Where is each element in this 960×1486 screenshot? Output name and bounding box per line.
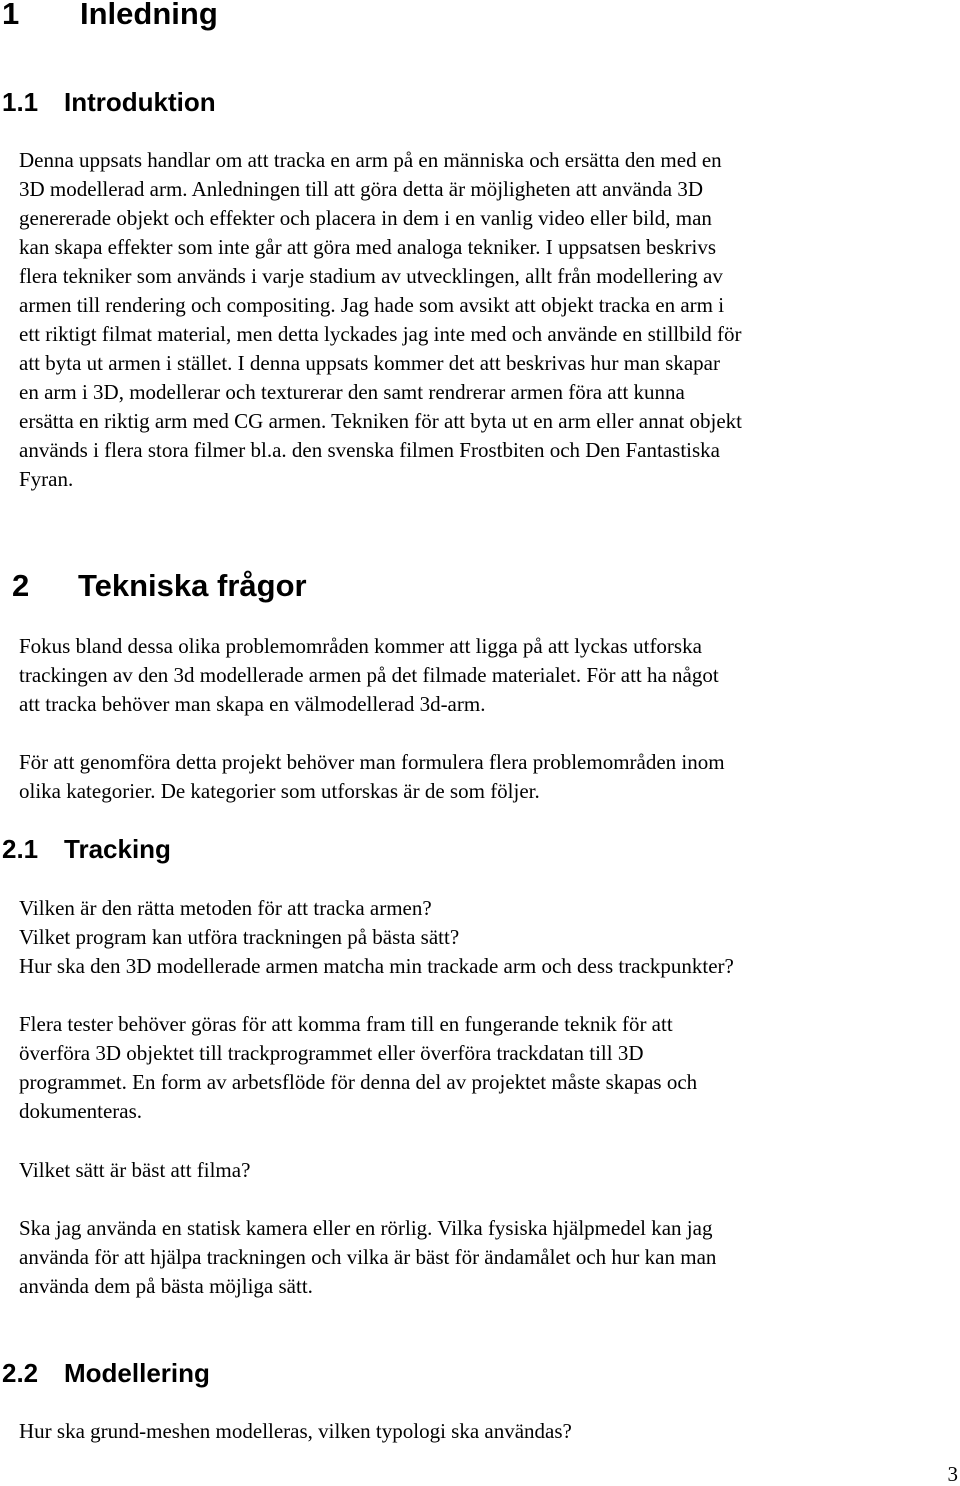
text-line: flera tekniker som används i varje stadium av utvecklingen, allt från modellering av [19,264,723,288]
text-line: Hur ska den 3D modellerade armen matcha min trackade arm och dess trackpunkter? [19,954,734,978]
text-line: att byta ut armen i stället. I denna uppsats kommer det att beskrivas hur man skapar [19,351,720,375]
filming-question [19,1156,899,1185]
subsection-title: Tracking [64,834,171,864]
focus-paragraph [19,632,899,719]
subsection-number: 2.1 [2,834,39,864]
subsection-title: Modellering [64,1358,210,1388]
text-line: ett riktigt filmat material, men detta lyckades jag inte med och använde en stillbild för [19,322,742,346]
text-line: använda dem på bästa möjliga sätt. [19,1274,313,1298]
text-line: genererade objekt och effekter och placera in dem i en vanlig video eller bild, man [19,206,712,230]
intro-paragraph [19,146,899,494]
camera-paragraph [19,1214,899,1301]
subsection-heading-2-2 [2,1360,210,1386]
text-line: Denna uppsats handlar om att tracka en arm på en människa och ersätta den med en [19,148,722,172]
tracking-tests-paragraph [19,1010,899,1126]
subsection-heading-2-1 [2,836,171,862]
text-line: överföra 3D objektet till trackprogrammet eller överföra trackdatan till 3D [19,1041,644,1065]
text-line: Vilket program kan utföra trackningen på bästa sätt? [19,925,460,949]
text-line: olika kategorier. De kategorier som utforskas är de som följer. [19,779,540,803]
subsection-number: 1.1 [2,87,39,117]
text-line: För att genomföra detta projekt behöver man formulera flera problemområden inom [19,750,725,774]
text-line: armen till rendering och compositing. Jag hade som avsikt att objekt tracka en arm i [19,293,725,317]
text-line: 3D modellerad arm. Anledningen till att göra detta är möjligheten att använda 3D [19,177,704,201]
section-title: Tekniska frågor [78,568,307,603]
section-number: 2 [12,568,30,603]
text-line: en arm i 3D, modellerar och texturerar den samt rendrerar armen föra att kunna [19,380,685,404]
text-line: Fyran. [19,467,74,491]
text-line: programmet. En form av arbetsflöde för denna del av projektet måste skapas och [19,1070,698,1094]
subsection-heading-1-1 [2,89,216,115]
section-heading-2 [12,570,307,601]
text-line: Vilket sätt är bäst att filma? [19,1158,251,1182]
text-line: att tracka behöver man skapa en välmodellerad 3d-arm. [19,692,486,716]
text-line: trackingen av den 3d modellerade armen på det filmade materialet. För att ha något [19,663,719,687]
categories-paragraph [19,748,899,806]
text-line: används i flera stora filmer bl.a. den svenska filmen Frostbiten och Den Fantastiska [19,438,720,462]
tracking-questions [19,894,899,981]
subsection-title: Introduktion [64,87,216,117]
subsection-number: 2.2 [2,1358,39,1388]
page-number: 3 [947,1462,958,1486]
text-line: Hur ska grund-meshen modelleras, vilken typologi ska användas? [19,1419,572,1443]
text-line: Ska jag använda en statisk kamera eller en rörlig. Vilka fysiska hjälpmedel kan jag [19,1216,713,1240]
modelling-question [19,1417,899,1446]
section-title: Inledning [80,0,218,31]
text-line: Vilken är den rätta metoden för att tracka armen? [19,896,432,920]
section-heading-1 [2,0,218,29]
section-number: 1 [2,0,20,31]
text-line: kan skapa effekter som inte går att göra med analoga tekniker. I uppsatsen beskrivs [19,235,717,259]
text-line: dokumenteras. [19,1099,143,1123]
text-line: använda för att hjälpa trackningen och vilka är bäst för ändamålet och hur kan man [19,1245,717,1269]
text-line: Fokus bland dessa olika problemområden kommer att ligga på att lyckas utforska [19,634,702,658]
text-line: ersätta en riktig arm med CG armen. Tekniken för att byta ut en arm eller annat objekt [19,409,742,433]
text-line: Flera tester behöver göras för att komma fram till en fungerande teknik för att [19,1012,673,1036]
